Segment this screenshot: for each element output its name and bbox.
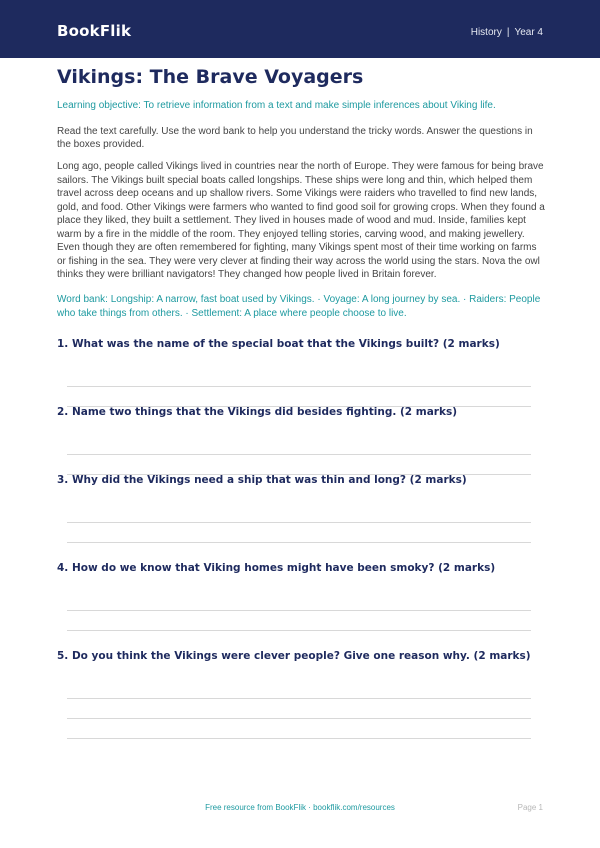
question-5: 5. Do you think the Vikings were clever people? Give one reason why. (2 marks)	[57, 650, 531, 662]
answer-line-5b[interactable]	[67, 718, 531, 719]
reading-passage: Long ago, people called Vikings lived in countries near the north of Europe. They were famous for being brave sailors. The Vikings built special boats called longships. These ships were long and thin, which helped them travel across deep oceans and up shallow rivers. Some Vikings were raiders who travelled to find new lands, gold, and food. Other Vikings were farmers who wanted to find good soil for growing crops. When they found a place they liked, they built a settlement. They lived in houses made of wood and mud. Inside, families kept warm by a fire in the middle of the room. They enjoyed telling stories, carving wood, and making jewellery. Even though they are often remembered for fighting, many Vikings spent most of their time working on farms or fishing in the sea. They were very clever at finding their way across the world using the stars. Nova the owl thinks they were brilliant navigators! They changed how people lived in Britain forever.	[57, 161, 545, 280]
answer-line-2a[interactable]	[67, 454, 531, 455]
question-3: 3. Why did the Vikings need a ship that was thin and long? (2 marks)	[57, 474, 467, 486]
question-1: 1. What was the name of the special boat that the Vikings built? (2 marks)	[57, 338, 500, 350]
subject-year-label	[471, 27, 543, 38]
answer-line-5c[interactable]	[67, 738, 531, 739]
instructions-text: Read the text carefully. Use the word bank to help you understand the tricky words. Answer the questions in the boxes provided.	[57, 126, 533, 150]
page-header	[0, 0, 600, 58]
answer-line-1a[interactable]	[67, 386, 531, 387]
answer-line-5a[interactable]	[67, 698, 531, 699]
meta-separator: |	[506, 27, 510, 38]
answer-line-4a[interactable]	[67, 610, 531, 611]
year-label: Year 4	[514, 27, 543, 38]
worksheet-title: Vikings: The Brave Voyagers	[57, 66, 364, 88]
learning-objective: Learning objective: To retrieve information from a text and make simple inferences about Viking life.	[57, 100, 496, 111]
footer-resource-link[interactable]: Free resource from BookFlik · bookflik.com/resources	[205, 803, 395, 812]
word-bank: Word bank: Longship: A narrow, fast boat used by Vikings. · Voyage: A long journey by sea. · Raiders: People who take things from others. · Settlement: A place where people choose to live.	[57, 294, 541, 319]
brand-logo[interactable]: BookFlik	[57, 22, 132, 40]
question-2: 2. Name two things that the Vikings did besides fighting. (2 marks)	[57, 406, 458, 418]
answer-line-3b[interactable]	[67, 542, 531, 543]
subject-label: History	[470, 27, 502, 38]
page-number: Page 1	[517, 803, 543, 812]
answer-line-3a[interactable]	[67, 522, 531, 523]
question-4: 4. How do we know that Viking homes might have been smoky? (2 marks)	[57, 562, 496, 574]
answer-line-4b[interactable]	[67, 630, 531, 631]
